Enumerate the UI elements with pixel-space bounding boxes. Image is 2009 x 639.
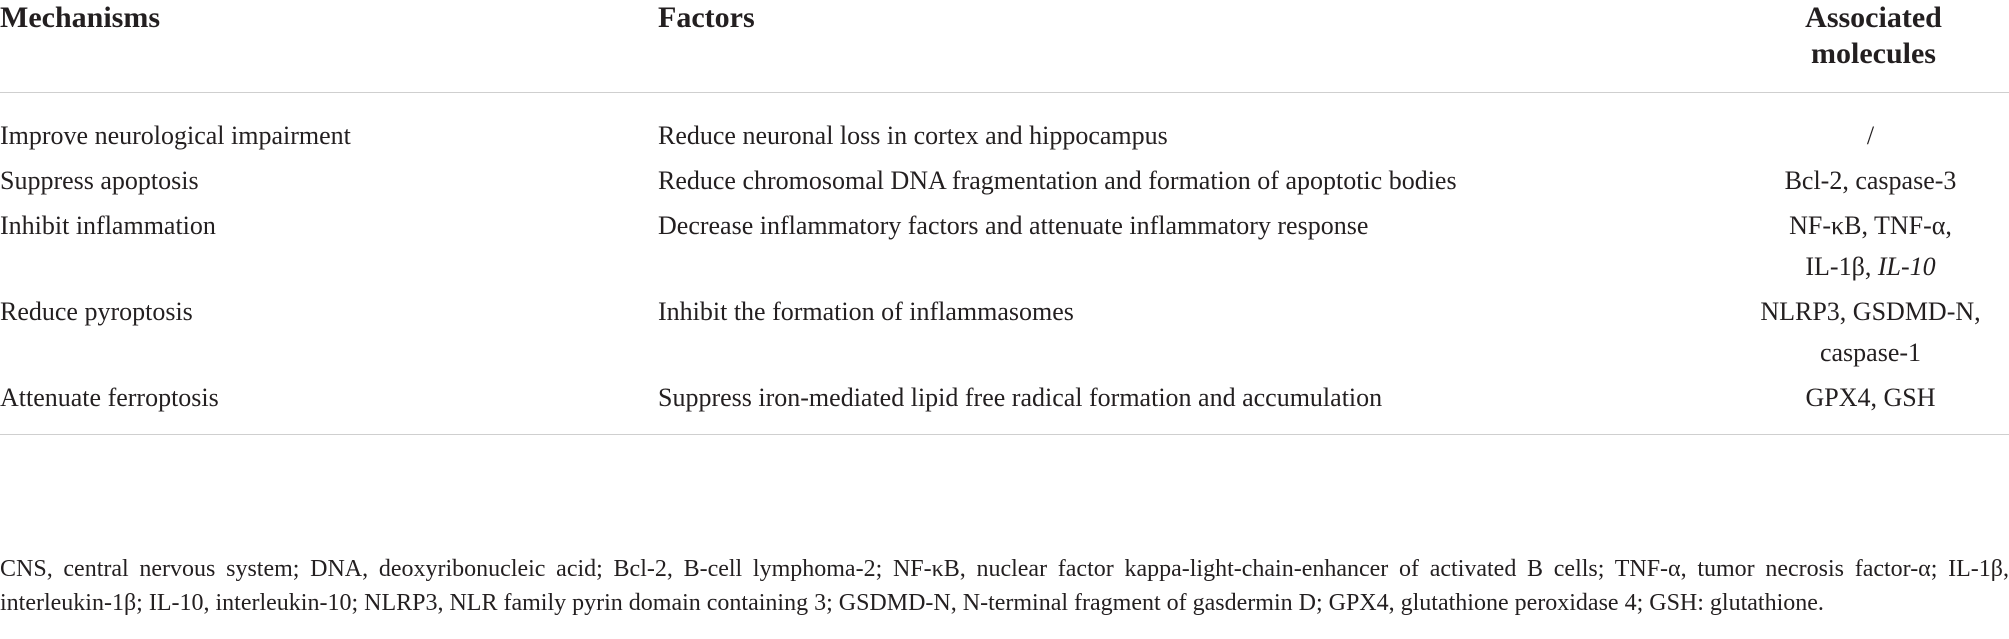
table-row <box>0 201 2009 287</box>
table-row <box>0 287 2009 373</box>
molecules-cell <box>1738 93 2009 157</box>
molecules-line-2: caspase-1 <box>1819 338 1922 367</box>
header-mechanisms: Mechanisms <box>0 0 658 93</box>
table-body <box>0 93 2009 435</box>
factor-cell: Reduce chromosomal DNA fragmentation and formation of apoptotic bodies <box>658 166 1457 195</box>
factor-cell: Inhibit the formation of inflammasomes <box>658 297 1074 326</box>
header-row <box>0 0 2009 93</box>
molecules-segment-italic: IL-10 <box>1877 252 1936 281</box>
table-row <box>0 156 2009 201</box>
molecules-line: Bcl-2, caspase-3 <box>1784 166 1957 195</box>
header-factors: Factors <box>658 0 1738 93</box>
molecules-line: NLRP3, GSDMD-N, <box>1760 297 1981 326</box>
mechanism-cell: Suppress apoptosis <box>0 166 199 195</box>
factor-cell: Reduce neuronal loss in cortex and hippocampus <box>658 121 1168 150</box>
mechanism-cell: Reduce pyroptosis <box>0 297 193 326</box>
mechanism-cell: Inhibit inflammation <box>0 211 216 240</box>
table-header <box>0 0 2009 93</box>
table-footnote: CNS, central nervous system; DNA, deoxyribonucleic acid; Bcl-2, B-cell lymphoma-2; NF-κB, nuclear factor kappa-light-chain-enhancer of activated B cells; TNF-α, tumor necrosis factor-α; IL-1β, interleukin-1β; IL-10, interleukin-10; NLRP3, NLR family pyrin domain containing 3; GSDMD-N, N-terminal fragment of gasdermin D; GPX4, glutathione peroxidase 4; GSH: glutathione. <box>0 556 2009 616</box>
table-row <box>0 373 2009 435</box>
molecules-line: GPX4, GSH <box>1805 383 1936 412</box>
mechanism-cell: Improve neurological impairment <box>0 121 351 150</box>
header-associated-line1: Associated <box>1805 1 1942 34</box>
table-row <box>0 93 2009 157</box>
header-associated-molecules <box>1738 0 2009 93</box>
factor-cell: Decrease inflammatory factors and attenuate inflammatory response <box>658 211 1369 240</box>
factor-cell: Suppress iron-mediated lipid free radical formation and accumulation <box>658 373 1738 435</box>
mechanism-cell: Attenuate ferroptosis <box>0 373 658 435</box>
header-associated-line2: molecules <box>1811 37 1936 70</box>
molecules-line: / <box>1866 121 1875 150</box>
molecules-cell <box>1738 287 2009 373</box>
molecules-line: NF-κB, TNF-α, <box>1789 211 1952 240</box>
molecules-cell <box>1738 156 2009 201</box>
molecules-cell <box>1738 201 2009 287</box>
molecules-segment: IL-1β, <box>1805 252 1878 281</box>
molecules-line-2 <box>1738 246 2003 287</box>
molecules-cell <box>1738 373 2009 435</box>
